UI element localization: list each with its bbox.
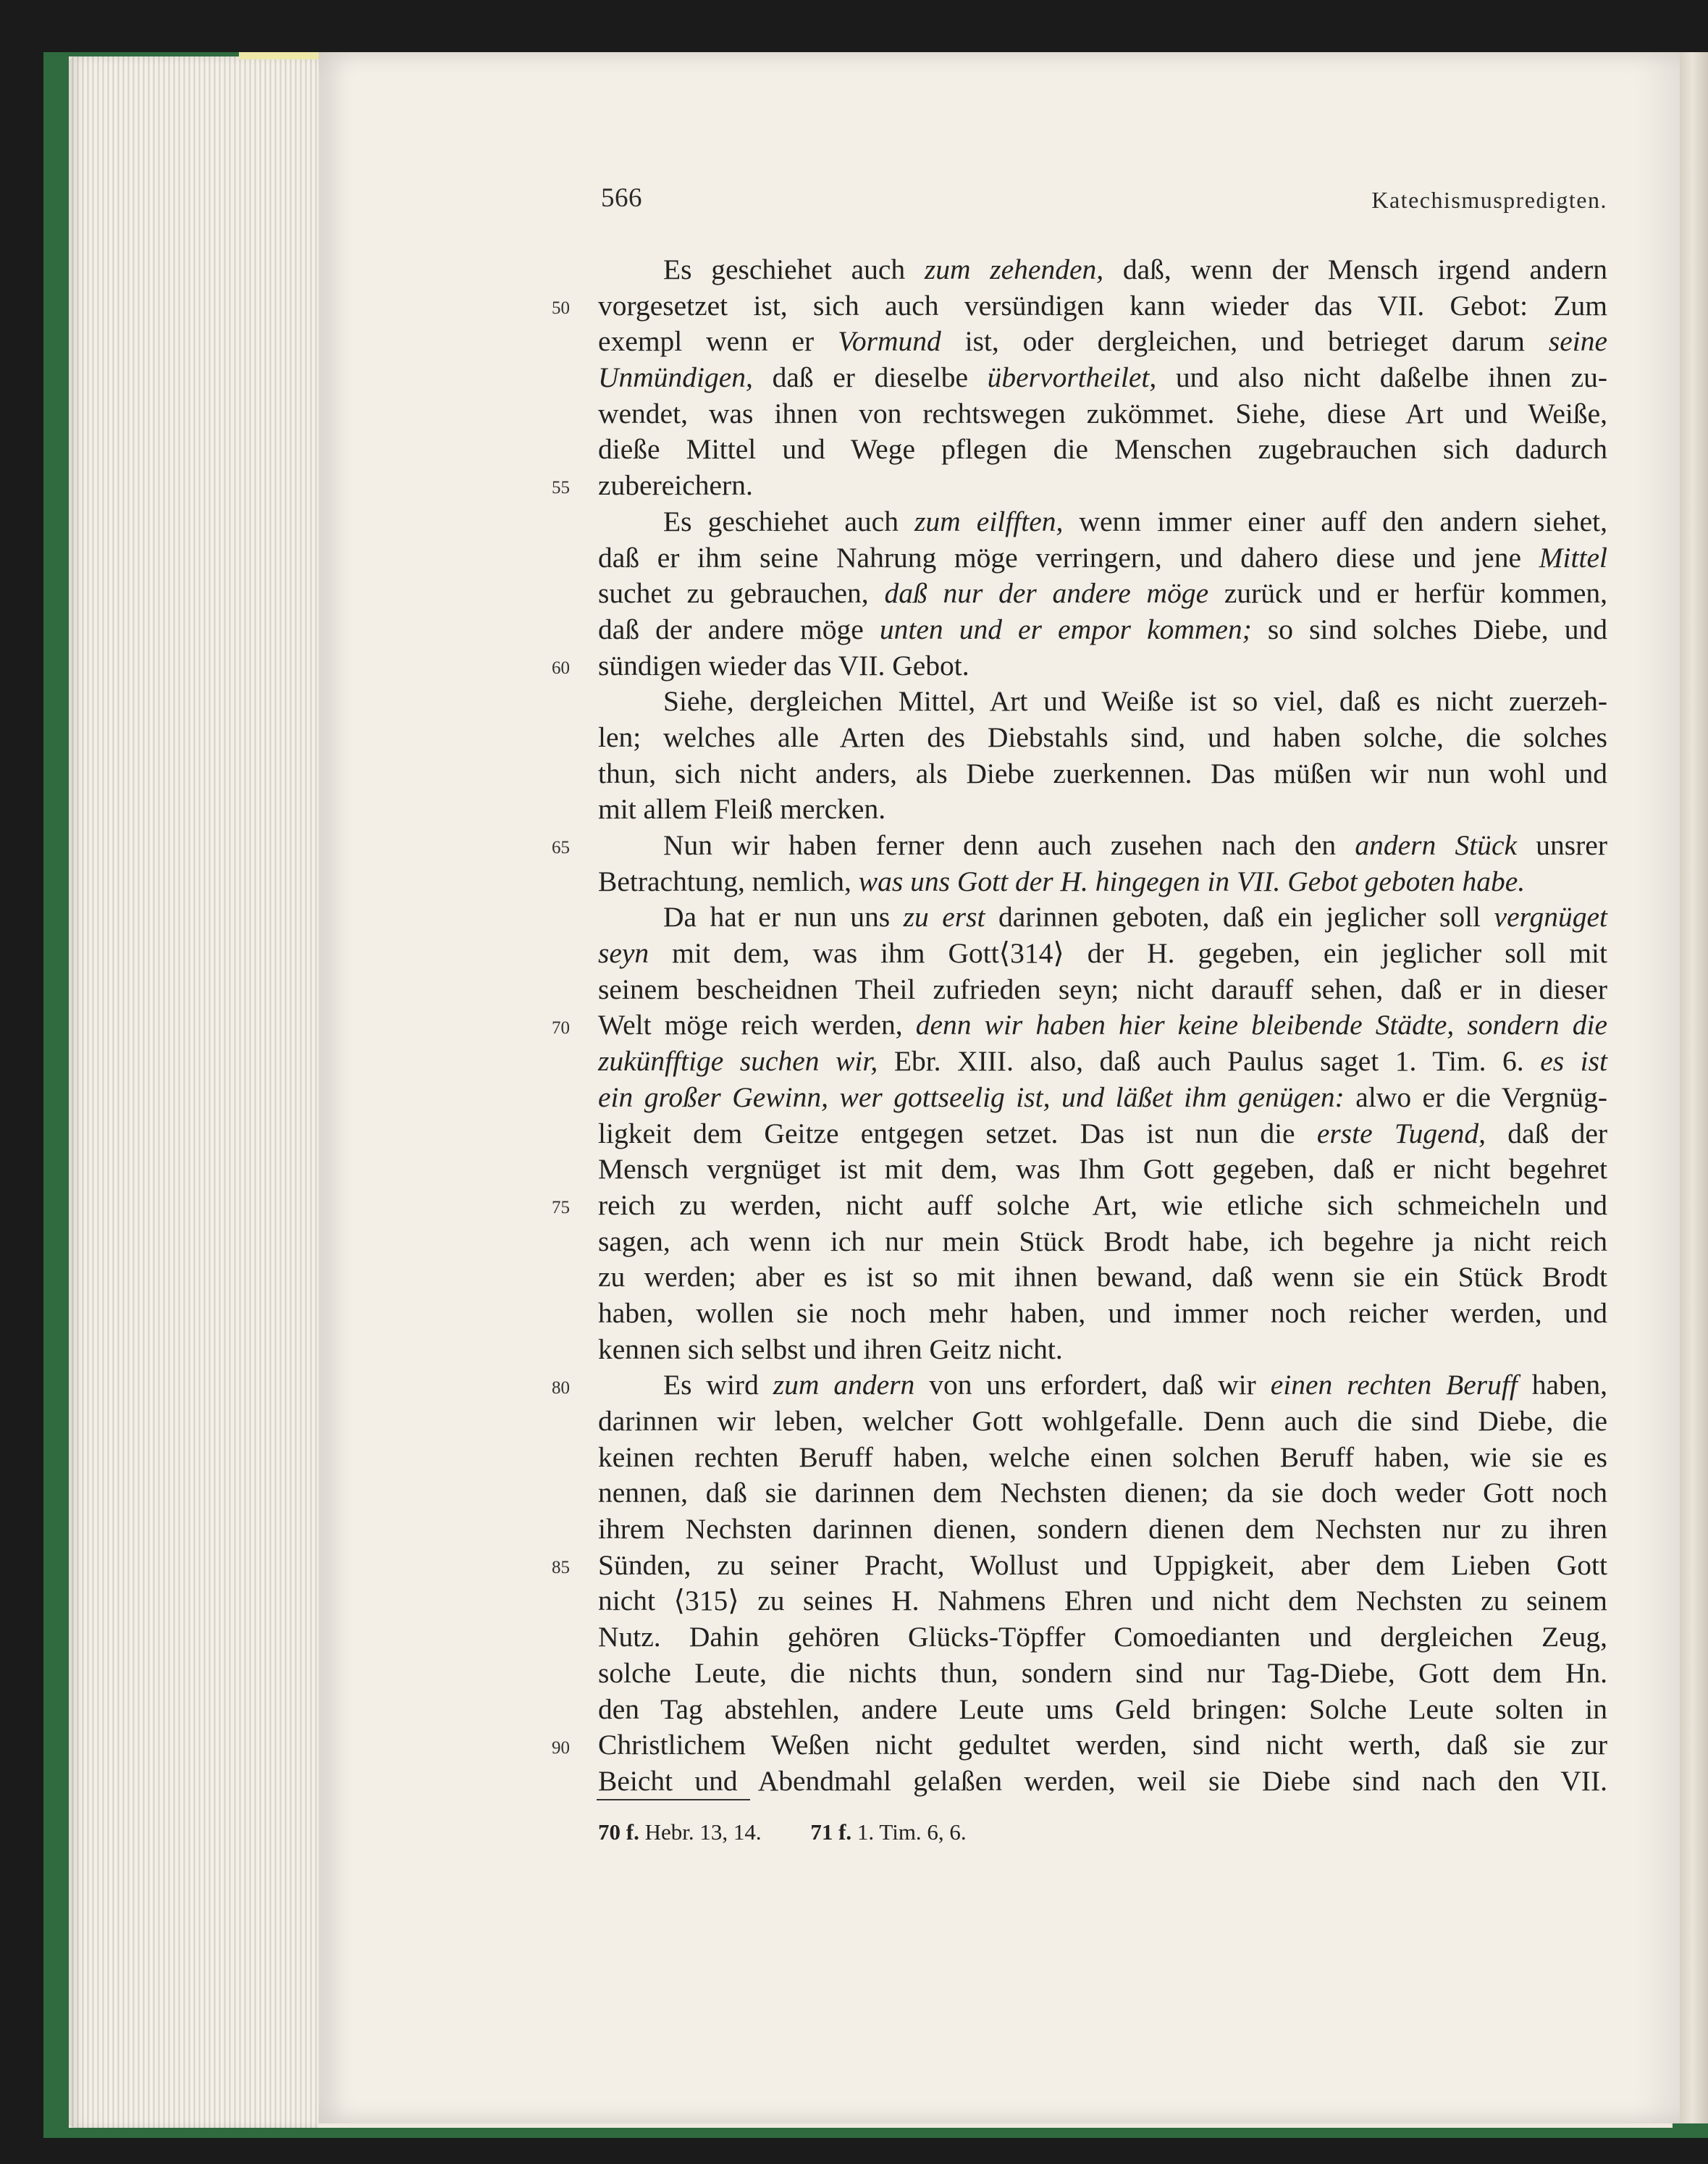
text-segment: Da hat er nun uns (663, 901, 904, 934)
text-line (598, 1656, 1607, 1692)
text-segment: wendet, was ihnen von rechtswegen zukömmet. Siehe, diese Art und Weiße, (598, 397, 1607, 429)
text-line (598, 756, 1607, 792)
italic-text: übervortheilet, (987, 361, 1157, 394)
text-line (598, 1583, 1607, 1619)
text-line (598, 1152, 1607, 1188)
italic-text: was uns Gott der H. hingegen in VII. Gebot geboten habe. (858, 865, 1526, 897)
italic-text: ein großer Gewinn, wer gottseelig ist, und läßet ihm genügen: (598, 1081, 1345, 1113)
text-line (598, 1259, 1607, 1296)
italic-text: es ist (1540, 1045, 1607, 1078)
text-line (598, 864, 1607, 900)
footnote-1-text: Hebr. 13, 14. (639, 1819, 762, 1845)
text-segment: zubereichern. (598, 469, 753, 502)
text-segment: Es geschiehet auch (663, 253, 925, 285)
text-line (598, 648, 1607, 684)
text-segment: exempl wenn er (598, 325, 838, 358)
text-segment: nennen, daß sie darinnen dem Nechsten dienen; da sie doch weder Gott noch (598, 1477, 1607, 1509)
italic-text: seine (1548, 325, 1607, 358)
italic-text: zum zehenden, (924, 253, 1104, 285)
text-line (598, 288, 1607, 324)
text-line (598, 612, 1607, 648)
body-text (598, 252, 1607, 1800)
text-segment: unsrer (1517, 829, 1607, 861)
text-segment: Siehe, dergleichen Mittel, Art und Weiße ist so viel, daß es nicht zuerzeh- (663, 685, 1607, 718)
line-number: 85 (552, 1558, 570, 1578)
line-number: 50 (552, 298, 570, 318)
text-segment: ist, oder dergleichen, und betrieget darum (941, 325, 1549, 358)
text-segment: Welt möge reich werden, (598, 1009, 916, 1041)
text-line (598, 1044, 1607, 1080)
text-segment: suchet zu gebrauchen, (598, 577, 885, 610)
italic-text: erste Tugend, (1316, 1117, 1486, 1149)
text-segment: thun, sich nicht anders, als Diebe zuerkennen. Das müßen wir nun wohl und (598, 757, 1607, 789)
text-segment: Nutz. Dahin gehören Glücks-Töpffer Comoedianten und dergleichen Zeug, (598, 1621, 1607, 1653)
text-line (598, 828, 1607, 864)
text-line (598, 1548, 1607, 1584)
text-segment: Beicht und Abendmahl gelaßen werden, weil sie Diebe sind nach den VII. (598, 1764, 1607, 1797)
italic-text: andern Stück (1355, 829, 1518, 861)
text-segment: Mensch vergnüget ist mit dem, was Ihm Gott gegeben, daß er nicht begehret (598, 1153, 1607, 1186)
text-segment: dieße Mittel und Wege pflegen die Menschen zugebrauchen sich dadurch (598, 433, 1607, 466)
italic-text: Unmündigen, (598, 361, 753, 394)
text-line (598, 1511, 1607, 1548)
text-segment: zu werden; aber es ist so mit ihnen bewand, daß wenn sie ein Stück Brodt (598, 1261, 1607, 1293)
text-segment: haben, (1517, 1369, 1608, 1401)
text-segment: darinnen wir leben, welcher Gott wohlgefalle. Denn auch die sind Diebe, die (598, 1405, 1607, 1437)
line-number: 55 (552, 478, 570, 498)
text-segment: reich zu werden, nicht auff solche Art, wie etliche sich schmeicheln und (598, 1188, 1607, 1221)
text-line (598, 1764, 1607, 1800)
text-line (598, 1224, 1607, 1260)
text-segment: mit allem Fleiß mercken. (598, 793, 886, 826)
text-line (598, 972, 1607, 1008)
text-line (598, 1332, 1607, 1368)
text-line (598, 899, 1607, 936)
footnotes (598, 1819, 1322, 1845)
footnote-2 (810, 1819, 966, 1845)
running-title: Katechismuspredigten. (1371, 187, 1607, 213)
text-segment: len; welches alle Arten des Diebstahls sind, und haben solche, die solches (598, 721, 1607, 753)
italic-text: unten und er empor kommen; (879, 613, 1252, 645)
text-segment: keinen rechten Beruff haben, welche einen solchen Beruff haben, wie sie es (598, 1440, 1607, 1473)
text-segment: haben, wollen sie noch mehr haben, und immer noch reicher werden, und (598, 1296, 1607, 1329)
page-stack-edges (69, 56, 319, 2128)
text-line (598, 684, 1607, 720)
text-line (598, 504, 1607, 540)
line-number: 60 (552, 658, 570, 678)
line-number: 75 (552, 1198, 570, 1218)
text-segment: daß der (1486, 1117, 1608, 1149)
italic-text: Vormund (838, 325, 941, 358)
italic-text: denn wir haben hier keine bleibende Städte, sondern die (915, 1009, 1607, 1041)
text-segment: solche Leute, die nichts thun, sondern sind nur Tag-Diebe, Gott dem Hn. (598, 1656, 1607, 1689)
text-segment: daß der andere möge (598, 613, 880, 645)
italic-text: zum andern (773, 1369, 915, 1401)
text-segment: vorgesetzet ist, sich auch versündigen kann wieder das VII. Gebot: Zum (598, 289, 1607, 322)
text-line (598, 324, 1607, 360)
line-number: 65 (552, 838, 570, 858)
text-line (598, 396, 1607, 432)
footnote-1 (598, 1819, 762, 1845)
text-line (598, 432, 1607, 468)
text-segment: Es geschiehet auch (663, 505, 915, 537)
text-line (598, 1007, 1607, 1044)
text-segment: wenn immer einer auff den andern siehet, (1063, 505, 1607, 537)
text-segment: Christlichem Weßen nicht gedultet werden, sind nicht werth, daß sie zur (598, 1729, 1607, 1761)
text-segment: so sind solches Diebe, und (1251, 613, 1607, 645)
text-line (598, 252, 1607, 288)
text-line (598, 1727, 1607, 1764)
text-segment: mit dem, was ihm Gott⟨314⟩ der H. gegeben, ein jeglicher soll mit (649, 937, 1607, 970)
text-segment: und also nicht daßelbe ihnen zu- (1156, 361, 1608, 394)
text-line (598, 1367, 1607, 1404)
footnote-2-text: 1. Tim. 6, 6. (851, 1819, 967, 1845)
text-segment: ligkeit dem Geitze entgegen setzet. Das ist nun die (598, 1117, 1317, 1149)
line-number: 80 (552, 1377, 570, 1398)
running-header (601, 183, 1607, 226)
italic-text: vergnüget (1494, 901, 1608, 934)
text-line (598, 576, 1607, 612)
text-segment: Betrachtung, nemlich, (598, 865, 859, 897)
text-line (598, 1080, 1607, 1116)
text-segment: nicht ⟨315⟩ zu seines H. Nahmens Ehren und nicht dem Nechsten zu seinem (598, 1585, 1607, 1617)
text-line (598, 1188, 1607, 1224)
text-segment: Es wird (663, 1369, 773, 1401)
text-line (598, 1440, 1607, 1476)
text-line (598, 360, 1607, 396)
text-line (598, 1296, 1607, 1332)
text-segment: sündigen wieder das VII. Gebot. (598, 649, 969, 682)
text-line (598, 936, 1607, 972)
facing-page-edge (1680, 52, 1708, 2123)
text-segment: Sünden, zu seiner Pracht, Wollust und Uppigkeit, aber dem Lieben Gott (598, 1548, 1607, 1581)
text-line (598, 1404, 1607, 1440)
text-segment: zurück und er herfür kommen, (1208, 577, 1607, 610)
text-segment: ihrem Nechsten darinnen dienen, sondern dienen dem Nechsten nur zu ihren (598, 1513, 1607, 1546)
text-line (598, 1619, 1607, 1656)
italic-text: zum eilfften, (914, 505, 1064, 537)
text-segment: alwo er die Vergnüg- (1344, 1081, 1607, 1113)
text-segment: kennen sich selbst und ihren Geitz nicht. (598, 1333, 1063, 1365)
text-line (598, 1692, 1607, 1728)
text-line (598, 1475, 1607, 1511)
text-segment: daß, wenn der Mensch irgend andern (1103, 253, 1607, 285)
text-segment: von uns erfordert, daß wir (914, 1369, 1271, 1401)
footnote-rule (597, 1799, 750, 1800)
italic-text: daß nur der andere möge (884, 577, 1209, 610)
line-number: 90 (552, 1737, 570, 1758)
text-segment: seinem bescheidnen Theil zufrieden seyn; nicht darauff sehen, daß er in dieser (598, 973, 1607, 1005)
italic-text: zukünfftige suchen wir, (598, 1045, 878, 1078)
footnote-1-ref: 70 f. (598, 1819, 639, 1845)
text-line (598, 720, 1607, 756)
text-segment: darinnen geboten, daß ein jeglicher soll (985, 901, 1494, 934)
text-segment: Ebr. XIII. also, daß auch Paulus saget 1. Tim. 6. (878, 1045, 1541, 1078)
text-line (598, 540, 1607, 576)
italic-text: einen rechten Beruff (1270, 1369, 1518, 1401)
line-number: 70 (552, 1018, 570, 1038)
page-number: 566 (601, 183, 642, 213)
italic-text: seyn (598, 937, 649, 970)
bookmark-ribbon-edge (239, 52, 319, 59)
text-line (598, 1116, 1607, 1152)
text-segment: daß er dieselbe (752, 361, 988, 394)
italic-text: Mittel (1539, 541, 1607, 574)
text-segment: den Tag abstehlen, andere Leute ums Geld bringen: Solche Leute solten in (598, 1693, 1607, 1725)
text-segment: daß er ihm seine Nahrung möge verringern, und dahero diese und jene (598, 541, 1539, 574)
text-line (598, 792, 1607, 828)
text-line (598, 468, 1607, 504)
text-segment: Nun wir haben ferner denn auch zusehen nach den (663, 829, 1355, 861)
text-segment: sagen, ach wenn ich nur mein Stück Brodt habe, ich begehre ja nicht reich (598, 1225, 1607, 1257)
italic-text: zu erst (903, 901, 985, 934)
footnote-2-ref: 71 f. (810, 1819, 852, 1845)
